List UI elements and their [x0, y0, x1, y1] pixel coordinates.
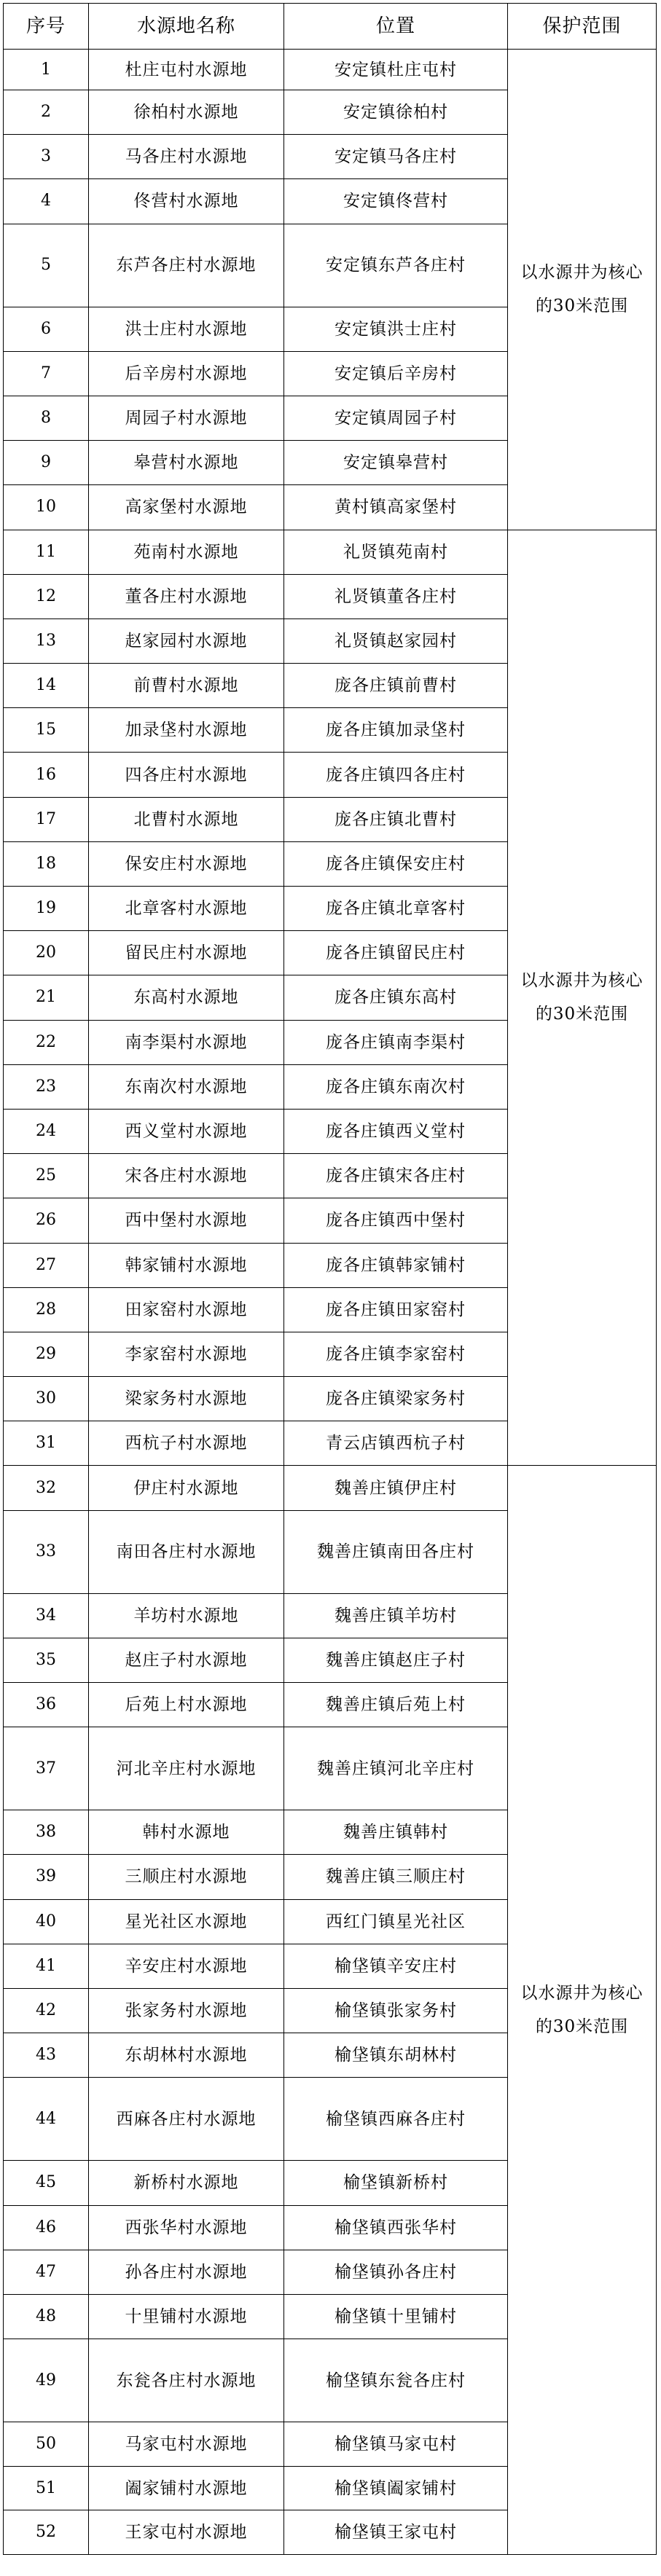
cell-location: 庞各庄镇宋各庄村 [284, 1154, 508, 1198]
cell-serial: 30 [4, 1377, 89, 1421]
cell-location: 魏善庄镇羊坊村 [284, 1593, 508, 1638]
cell-source-name: 星光社区水源地 [89, 1899, 284, 1944]
cell-source-name: 四各庄村水源地 [89, 753, 284, 797]
cell-source-name: 西杭子村水源地 [89, 1421, 284, 1466]
cell-source-name: 十里铺村水源地 [89, 2294, 284, 2339]
cell-source-name: 赵庄子村水源地 [89, 1638, 284, 1682]
cell-source-name: 留民庄村水源地 [89, 931, 284, 975]
cell-serial: 1 [4, 50, 89, 90]
cell-serial: 24 [4, 1109, 89, 1153]
cell-location: 庞各庄镇韩家铺村 [284, 1243, 508, 1287]
cell-location: 礼贤镇董各庄村 [284, 574, 508, 619]
cell-source-name: 宋各庄村水源地 [89, 1154, 284, 1198]
cell-source-name: 韩家铺村水源地 [89, 1243, 284, 1287]
cell-location: 礼贤镇苑南村 [284, 530, 508, 574]
cell-serial: 48 [4, 2294, 89, 2339]
header-serial: 序号 [4, 4, 89, 50]
cell-location: 榆垡镇东瓮各庄村 [284, 2339, 508, 2422]
cell-serial: 3 [4, 135, 89, 179]
cell-source-name: 新桥村水源地 [89, 2161, 284, 2205]
cell-location: 庞各庄镇保安庄村 [284, 841, 508, 886]
cell-location: 安定镇马各庄村 [284, 135, 508, 179]
cell-serial: 40 [4, 1899, 89, 1944]
table-row [4, 1466, 657, 1510]
cell-serial: 34 [4, 1593, 89, 1638]
header-protection-range: 保护范围 [508, 4, 657, 50]
cell-location: 庞各庄镇西义堂村 [284, 1109, 508, 1153]
cell-source-name: 后辛房村水源地 [89, 351, 284, 396]
cell-location: 庞各庄镇东南次村 [284, 1064, 508, 1109]
cell-serial: 19 [4, 887, 89, 931]
cell-source-name: 羊坊村水源地 [89, 1593, 284, 1638]
cell-location: 青云店镇西杭子村 [284, 1421, 508, 1466]
cell-serial: 22 [4, 1020, 89, 1064]
cell-source-name: 李家窑村水源地 [89, 1332, 284, 1376]
cell-source-name: 河北辛庄村水源地 [89, 1727, 284, 1810]
cell-serial: 42 [4, 1988, 89, 2033]
cell-location: 安定镇徐柏村 [284, 90, 508, 135]
cell-serial: 6 [4, 307, 89, 351]
cell-location: 榆垡镇孙各庄村 [284, 2250, 508, 2294]
cell-serial: 14 [4, 664, 89, 708]
cell-serial: 21 [4, 975, 89, 1020]
cell-source-name: 张家务村水源地 [89, 1988, 284, 2033]
cell-location: 庞各庄镇西中堡村 [284, 1198, 508, 1243]
cell-location: 庞各庄镇李家窑村 [284, 1332, 508, 1376]
cell-location: 庞各庄镇北章客村 [284, 887, 508, 931]
cell-location: 魏善庄镇韩村 [284, 1810, 508, 1855]
cell-serial: 39 [4, 1855, 89, 1899]
table-row [4, 530, 657, 574]
cell-serial: 28 [4, 1287, 89, 1332]
cell-serial: 35 [4, 1638, 89, 1682]
cell-serial: 7 [4, 351, 89, 396]
cell-location: 庞各庄镇南李渠村 [284, 1020, 508, 1064]
cell-serial: 17 [4, 797, 89, 841]
cell-serial: 23 [4, 1064, 89, 1109]
cell-location: 庞各庄镇前曹村 [284, 664, 508, 708]
cell-location: 榆垡镇东胡林村 [284, 2033, 508, 2078]
cell-serial: 41 [4, 1944, 89, 1988]
cell-source-name: 马家屯村水源地 [89, 2422, 284, 2467]
cell-location: 安定镇皋营村 [284, 441, 508, 485]
cell-location: 安定镇佟营村 [284, 179, 508, 224]
cell-location: 安定镇东芦各庄村 [284, 224, 508, 307]
cell-location: 安定镇周园子村 [284, 396, 508, 440]
cell-location: 魏善庄镇三顺庄村 [284, 1855, 508, 1899]
cell-location: 安定镇洪士庄村 [284, 307, 508, 351]
cell-location: 榆垡镇十里铺村 [284, 2294, 508, 2339]
cell-source-name: 孙各庄村水源地 [89, 2250, 284, 2294]
cell-location: 庞各庄镇四各庄村 [284, 753, 508, 797]
cell-source-name: 周园子村水源地 [89, 396, 284, 440]
cell-source-name: 梁家务村水源地 [89, 1377, 284, 1421]
cell-source-name: 东瓮各庄村水源地 [89, 2339, 284, 2422]
cell-serial: 31 [4, 1421, 89, 1466]
cell-location: 礼贤镇赵家园村 [284, 619, 508, 663]
cell-source-name: 西义堂村水源地 [89, 1109, 284, 1153]
cell-serial: 44 [4, 2078, 89, 2161]
cell-source-name: 保安庄村水源地 [89, 841, 284, 886]
cell-source-name: 阖家铺村水源地 [89, 2467, 284, 2510]
cell-protection-range: 以水源井为核心的30米范围 [508, 530, 657, 1466]
cell-location: 庞各庄镇留民庄村 [284, 931, 508, 975]
cell-location: 榆垡镇阖家铺村 [284, 2467, 508, 2510]
cell-serial: 8 [4, 396, 89, 440]
cell-source-name: 东胡林村水源地 [89, 2033, 284, 2078]
cell-source-name: 杜庄屯村水源地 [89, 50, 284, 90]
cell-serial: 52 [4, 2510, 89, 2555]
cell-location: 榆垡镇王家屯村 [284, 2510, 508, 2555]
cell-source-name: 苑南村水源地 [89, 530, 284, 574]
water-source-table [3, 3, 657, 2555]
cell-serial: 49 [4, 2339, 89, 2422]
cell-serial: 9 [4, 441, 89, 485]
cell-serial: 16 [4, 753, 89, 797]
cell-location: 魏善庄镇后苑上村 [284, 1683, 508, 1727]
cell-location: 安定镇后辛房村 [284, 351, 508, 396]
cell-source-name: 加录垡村水源地 [89, 708, 284, 753]
cell-location: 庞各庄镇梁家务村 [284, 1377, 508, 1421]
cell-source-name: 东高村水源地 [89, 975, 284, 1020]
cell-serial: 36 [4, 1683, 89, 1727]
cell-serial: 13 [4, 619, 89, 663]
cell-source-name: 三顺庄村水源地 [89, 1855, 284, 1899]
cell-location: 庞各庄镇加录垡村 [284, 708, 508, 753]
cell-source-name: 韩村水源地 [89, 1810, 284, 1855]
cell-location: 庞各庄镇北曹村 [284, 797, 508, 841]
cell-source-name: 徐柏村水源地 [89, 90, 284, 135]
cell-location: 榆垡镇马家屯村 [284, 2422, 508, 2467]
cell-source-name: 赵家园村水源地 [89, 619, 284, 663]
cell-protection-range: 以水源井为核心的30米范围 [508, 1466, 657, 2555]
cell-source-name: 辛安庄村水源地 [89, 1944, 284, 1988]
cell-source-name: 东南次村水源地 [89, 1064, 284, 1109]
cell-source-name: 北曹村水源地 [89, 797, 284, 841]
cell-source-name: 南李渠村水源地 [89, 1020, 284, 1064]
cell-serial: 11 [4, 530, 89, 574]
cell-location: 庞各庄镇东高村 [284, 975, 508, 1020]
cell-serial: 25 [4, 1154, 89, 1198]
cell-location: 庞各庄镇田家窑村 [284, 1287, 508, 1332]
cell-source-name: 西中堡村水源地 [89, 1198, 284, 1243]
cell-serial: 15 [4, 708, 89, 753]
header-source-name: 水源地名称 [89, 4, 284, 50]
cell-serial: 45 [4, 2161, 89, 2205]
cell-serial: 5 [4, 224, 89, 307]
header-location: 位置 [284, 4, 508, 50]
cell-source-name: 董各庄村水源地 [89, 574, 284, 619]
cell-source-name: 南田各庄村水源地 [89, 1510, 284, 1593]
cell-source-name: 西张华村水源地 [89, 2205, 284, 2250]
cell-serial: 33 [4, 1510, 89, 1593]
cell-serial: 47 [4, 2250, 89, 2294]
cell-serial: 29 [4, 1332, 89, 1376]
cell-serial: 20 [4, 931, 89, 975]
cell-location: 魏善庄镇河北辛庄村 [284, 1727, 508, 1810]
cell-serial: 26 [4, 1198, 89, 1243]
cell-serial: 37 [4, 1727, 89, 1810]
cell-source-name: 洪士庄村水源地 [89, 307, 284, 351]
cell-source-name: 东芦各庄村水源地 [89, 224, 284, 307]
cell-location: 榆垡镇西麻各庄村 [284, 2078, 508, 2161]
cell-source-name: 王家屯村水源地 [89, 2510, 284, 2555]
cell-protection-range: 以水源井为核心的30米范围 [508, 50, 657, 530]
cell-serial: 43 [4, 2033, 89, 2078]
cell-serial: 27 [4, 1243, 89, 1287]
cell-source-name: 伊庄村水源地 [89, 1466, 284, 1510]
cell-serial: 4 [4, 179, 89, 224]
cell-serial: 2 [4, 90, 89, 135]
cell-source-name: 皋营村水源地 [89, 441, 284, 485]
cell-location: 魏善庄镇赵庄子村 [284, 1638, 508, 1682]
cell-location: 榆垡镇西张华村 [284, 2205, 508, 2250]
cell-location: 西红门镇星光社区 [284, 1899, 508, 1944]
cell-location: 黄村镇高家堡村 [284, 485, 508, 530]
table-header-row [4, 4, 657, 50]
cell-serial: 12 [4, 574, 89, 619]
cell-serial: 32 [4, 1466, 89, 1510]
cell-serial: 50 [4, 2422, 89, 2467]
cell-location: 魏善庄镇南田各庄村 [284, 1510, 508, 1593]
cell-serial: 38 [4, 1810, 89, 1855]
cell-location: 安定镇杜庄屯村 [284, 50, 508, 90]
cell-source-name: 前曹村水源地 [89, 664, 284, 708]
table-body [4, 50, 657, 2555]
cell-source-name: 田家窑村水源地 [89, 1287, 284, 1332]
cell-source-name: 北章客村水源地 [89, 887, 284, 931]
cell-location: 榆垡镇新桥村 [284, 2161, 508, 2205]
cell-source-name: 高家堡村水源地 [89, 485, 284, 530]
cell-location: 榆垡镇辛安庄村 [284, 1944, 508, 1988]
cell-serial: 18 [4, 841, 89, 886]
cell-source-name: 后苑上村水源地 [89, 1683, 284, 1727]
cell-source-name: 西麻各庄村水源地 [89, 2078, 284, 2161]
cell-serial: 46 [4, 2205, 89, 2250]
cell-serial: 10 [4, 485, 89, 530]
cell-location: 榆垡镇张家务村 [284, 1988, 508, 2033]
cell-source-name: 佟营村水源地 [89, 179, 284, 224]
cell-serial: 51 [4, 2467, 89, 2510]
table-row [4, 50, 657, 90]
cell-location: 魏善庄镇伊庄村 [284, 1466, 508, 1510]
cell-source-name: 马各庄村水源地 [89, 135, 284, 179]
